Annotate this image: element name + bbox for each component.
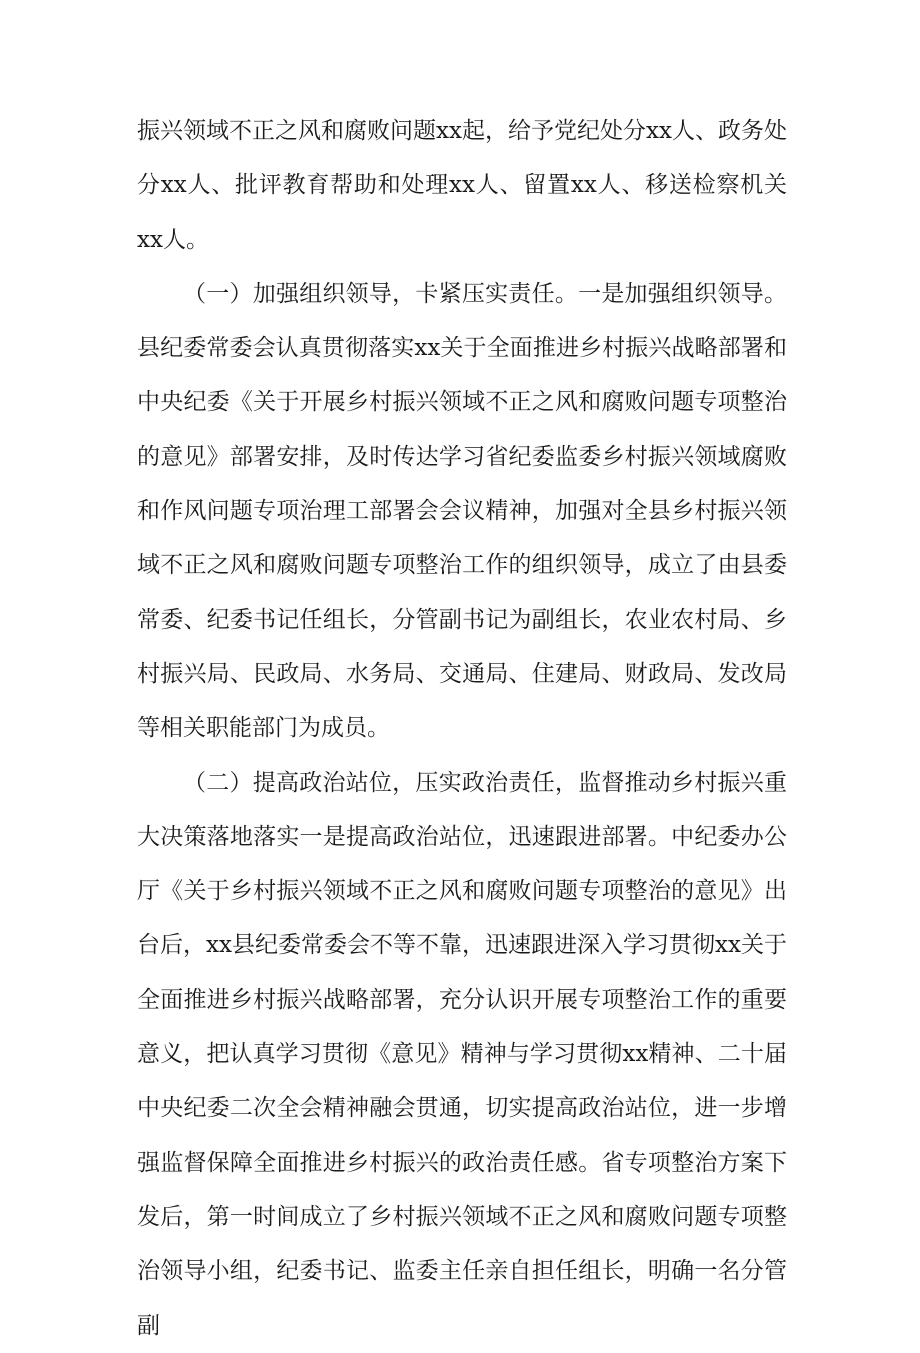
- paragraph-section-two: （二）提高政治站位，压实政治责任，监督推动乡村振兴重大决策落地落实一是提高政治站位，迅速跟进部署。中纪委办公厅《关于乡村振兴领域不正之风和腐败问题专项整治的意见》出台后，xx县纪委常委会不等不靠，迅速跟进深入学习贯彻xx关于全面推进乡村振兴战略部署，充分认识开展专项整治工作的重要意义，把认真学习贯彻《意见》精神与学习贯彻xx精神、二十届中央纪委二次全会精神融会贯通，切实提高政治站位，进一步增强监督保障全面推进乡村振兴的政治责任感。省专项整治方案下发后，第一时间成立了乡村振兴领域不正之风和腐败问题专项整治领导小组，纪委书记、监委主任亲自担任组长，明确一名分管副: [137, 769, 787, 1339]
- document-body: [137, 104, 787, 1353]
- paragraph-continued: 振兴领域不正之风和腐败问题xx起，给予党纪处分xx人、政务处分xx人、批评教育帮助和处理xx人、留置xx人、移送检察机关xx人。: [137, 118, 787, 253]
- paragraph-section-one: （一）加强组织领导，卡紧压实责任。一是加强组织领导。县纪委常委会认真贯彻落实xx关于全面推进乡村振兴战略部署和中央纪委《关于开展乡村振兴领域不正之风和腐败问题专项整治的意见》部署安排，及时传达学习省纪委监委乡村振兴领域腐败和作风问题专项治理工部署会会议精神，加强对全县乡村振兴领域不正之风和腐败问题专项整治工作的组织领导，成立了由县委常委、纪委书记任组长，分管副书记为副组长，农业农村局、乡村振兴局、民政局、水务局、交通局、住建局、财政局、发改局等相关职能部门为成员。: [137, 280, 787, 742]
